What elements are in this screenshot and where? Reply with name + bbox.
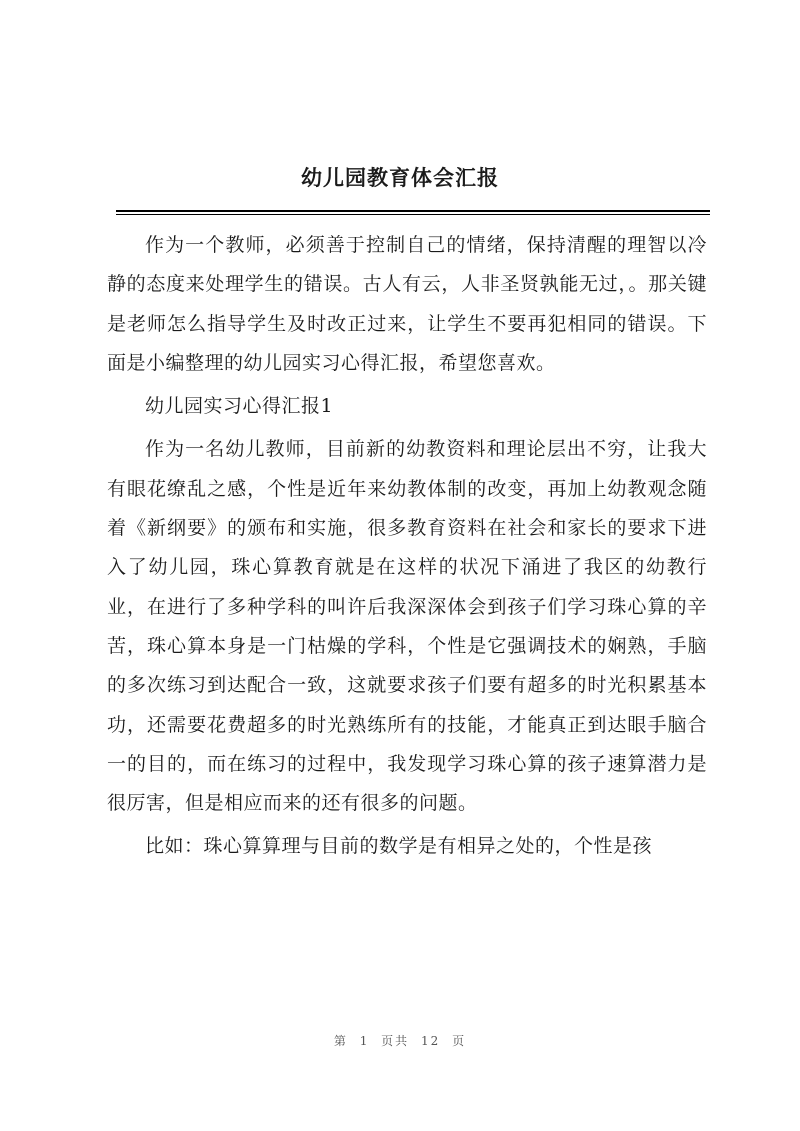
page-footer: 第 1 页共 12 页 [333,1034,467,1048]
section-heading: 幼儿园实习心得汇报1 [145,395,334,418]
intro-paragraph: 作为一个教师，必须善于控制自己的情绪，保持清醒的理智以冷静的态度来处理学生的错误。古人有云，人非圣贤孰能无过，。那关键是老师怎么指导学生及时改正过来，让学生不要再犯相同的错误。下面是小编整理的幼儿园实习心得汇报，希望您喜欢。 [107,234,707,374]
document-body [107,226,707,871]
title-rule-thin [116,214,710,215]
document-title: 幼儿园教育体会汇报 [301,165,499,190]
title-rule-thick [116,210,710,212]
body-paragraph-continued: 比如：珠心算算理与目前的数学是有相异之处的，个性是孩 [145,835,653,858]
body-paragraph: 作为一名幼儿教师，目前新的幼教资料和理论层出不穷，让我大有眼花缭乱之感，个性是近年来幼教体制的改变，再加上幼教观念随着《新纲要》的颁布和实施，很多教育资料在社会和家长的要求下进入了幼儿园，珠心算教育就是在这样的状况下涌进了我区的幼教行业，在进行了多种学科的叫许后我深深体会到孩子们学习珠心算的辛苦，珠心算本身是一门枯燥的学科，个性是它强调技术的娴熟，手脑的多次练习到达配合一致，这就要求孩子们要有超多的时光积累基本功，还需要花费超多的时光熟练所有的技能，才能真正到达眼手脑合一的目的，而在练习的过程中，我发现学习珠心算的孩子速算潜力是很厉害，但是相应而来的还有很多的问题。 [107,438,707,815]
